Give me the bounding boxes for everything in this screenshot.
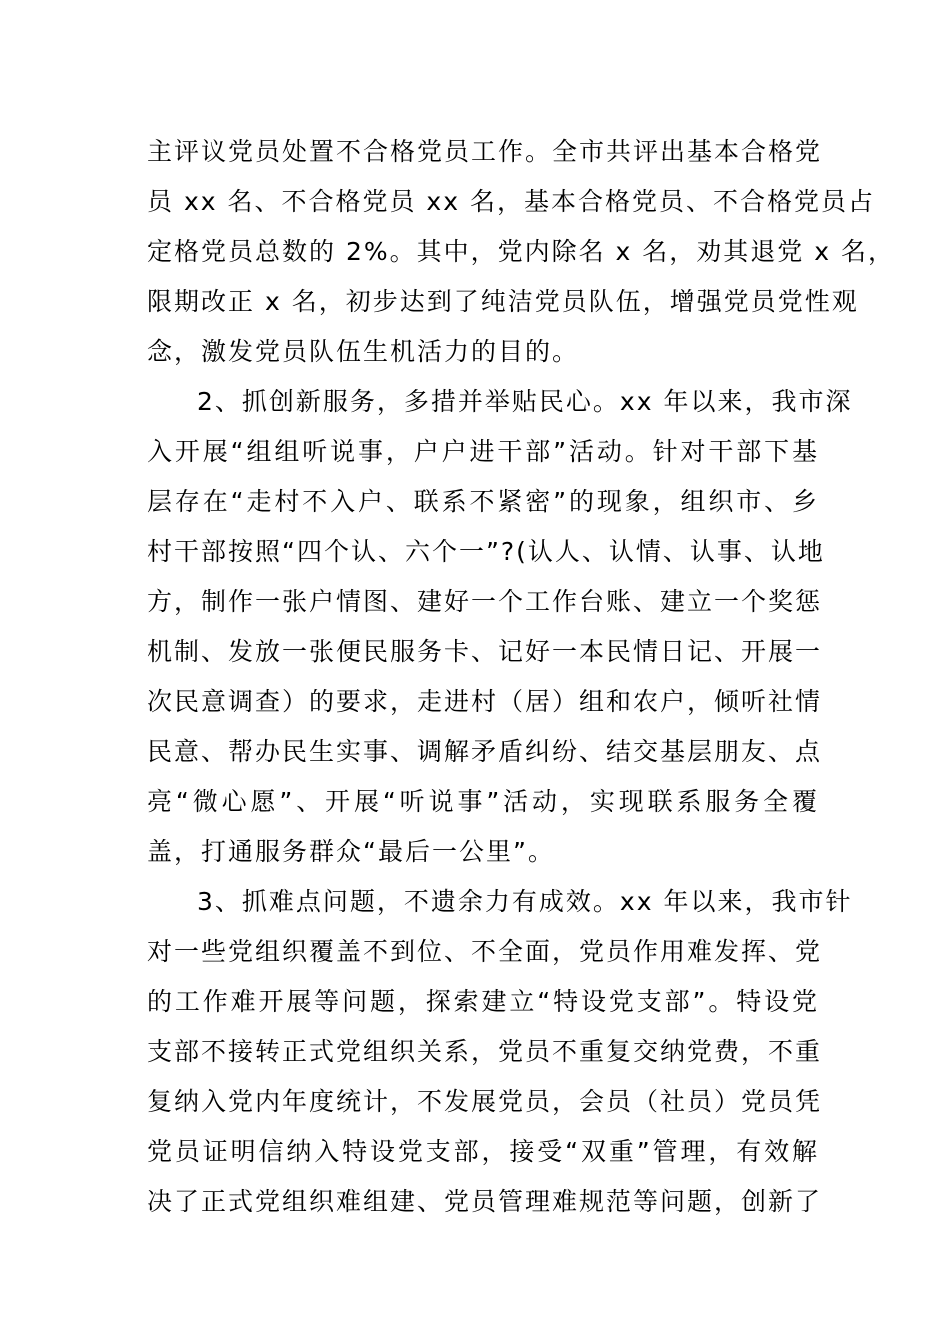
text-line: 亮“微心愿”、开展“听说事”活动，实现联系服务全覆	[147, 787, 819, 816]
text-line: 定格党员总数的 2%。其中，党内除名 x 名，劝其退党 x 名，	[147, 237, 895, 266]
text-line: 民意、帮办民生实事、调解矛盾纠纷、结交基层朋友、点	[147, 737, 823, 766]
text-line: 复纳入党内年度统计，不发展党员，会员（社员）党员凭	[147, 1087, 823, 1116]
text-line: 村干部按照“四个认、六个一”?(认人、认情、认事、认地	[147, 537, 825, 566]
text-line: 支部不接转正式党组织关系，党员不重复交纳党费，不重	[147, 1037, 823, 1066]
paragraph-heading-line: 2、抓创新服务，多措并举贴民心。xx 年以来，我市深	[197, 387, 853, 416]
text-line: 员 xx 名、不合格党员 xx 名，基本合格党员、不合格党员占	[147, 187, 875, 216]
body-text	[147, 127, 895, 1227]
text-line: 念，激发党员队伍生机活力的目的。	[147, 337, 580, 366]
text-line: 的工作难开展等问题，探索建立“特设党支部”。特设党	[147, 987, 819, 1016]
text-line: 限期改正 x 名，初步达到了纯洁党员队伍，增强党员党性观	[147, 287, 859, 316]
text-line: 次民意调查）的要求，走进村（居）组和农户，倾听社情	[147, 687, 823, 716]
text-line: 方，制作一张户情图、建好一个工作台账、建立一个奖惩	[147, 587, 823, 616]
text-line: 盖，打通服务群众“最后一公里”。	[147, 837, 555, 866]
text-line: 层存在“走村不入户、联系不紧密”的现象，组织市、乡	[147, 487, 819, 516]
paragraph-heading-line: 3、抓难点问题，不遗余力有成效。xx 年以来，我市针	[197, 887, 853, 916]
text-line: 决了正式党组织难组建、党员管理难规范等问题，创新了	[147, 1187, 823, 1216]
text-line: 主评议党员处置不合格党员工作。全市共评出基本合格党	[147, 137, 823, 166]
text-line: 机制、发放一张便民服务卡、记好一本民情日记、开展一	[147, 637, 823, 666]
text-line: 党员证明信纳入特设党支部，接受“双重”管理，有效解	[147, 1137, 819, 1166]
text-line: 对一些党组织覆盖不到位、不全面，党员作用难发挥、党	[147, 937, 823, 966]
text-line: 入开展“组组听说事，户户进干部”活动。针对干部下基	[147, 437, 819, 466]
